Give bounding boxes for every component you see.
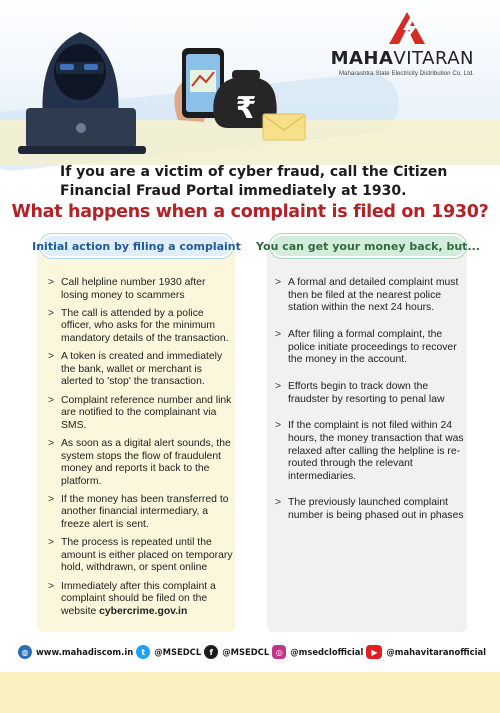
hacker-icon [42,32,118,120]
headline: What happens when a complaint is filed on 1930? [11,202,489,222]
svg-text:₹: ₹ [235,91,257,126]
list-item: > If the complaint is not filed within 24 hours, the money transaction that was relaxed after calling the helpline is re-routed through the relevant intermediaries. [275,420,464,482]
list-item: > Call helpline number 1930 after losing money to scammers [48,277,206,301]
left-column-title: Initial action by filing a complaint [40,234,233,258]
instagram-icon: ◎ [272,645,286,659]
right-column-title: You can get your money back, but... [270,234,466,258]
youtube-icon: ▶ [366,645,382,659]
twitter-icon: t [136,645,150,659]
facebook-link[interactable]: f @MSEDCL [204,645,269,659]
twitter-link[interactable]: t @MSEDCL [136,645,201,659]
youtube-link[interactable]: ▶ @mahavitaranofficial [366,645,486,659]
list-item: > A formal and detailed complaint must then be filed at the nearest police station within the next 24 hours. [275,277,459,314]
envelope-icon [262,113,306,141]
instagram-link[interactable]: ◎ @msedclofficial [272,645,363,659]
globe-icon: ◍ [18,645,32,659]
lead-text: If you are a victim of cyber fraud, call the Citizen Financial Fraud Portal immediately at 1930. [60,164,448,199]
bottom-band [0,672,500,713]
cybercrime-link[interactable]: cybercrime.gov.in [99,605,188,617]
right-column-list [275,277,465,537]
list-item: > After filing a formal complaint, the police initiate proceedings to recover the money in the account. [275,328,457,366]
list-item: > Efforts begin to track down the fraudster by resorting to penal law [275,380,445,405]
list-item: > Complaint reference number and link are notified to the complainant via SMS. [48,394,232,431]
list-item: > The previously launched complaint number is being phased out in phases [275,497,464,522]
list-item: > Immediately after this complaint a complaint should be filed on the website cybercrime.gov.in [48,580,216,617]
footer-social-bar [0,637,500,667]
list-item: > The call is attended by a police officer, who asks for the minimum mandatory details of the transaction. [48,307,229,344]
list-item: > As soon as a digital alert sounds, the system stops the flow of fraudulent money and reports it back to the platform. [48,437,231,487]
website-link[interactable]: ◍ www.mahadiscom.in [18,645,133,659]
facebook-icon: f [204,645,218,659]
list-item: > If the money has been transferred to another financial intermediary, a freeze alert is sent. [48,493,229,531]
brand-subtitle: Maharashtra State Electricity Distribution Co. Ltd. [338,70,474,77]
hacker-illustration [18,10,278,160]
list-item: > The process is repeated until the amount is either placed on temporary hold, withdrawn, or spent online [48,537,233,574]
brand-name: MAHAVITARAN [330,48,474,69]
laptop-icon [18,108,146,154]
left-column-list [48,277,234,624]
lightning-logo-icon [383,10,431,46]
list-item: > A token is created and immediately the bank, wallet or merchant is alerted to 'stop' the transaction. [48,351,223,388]
